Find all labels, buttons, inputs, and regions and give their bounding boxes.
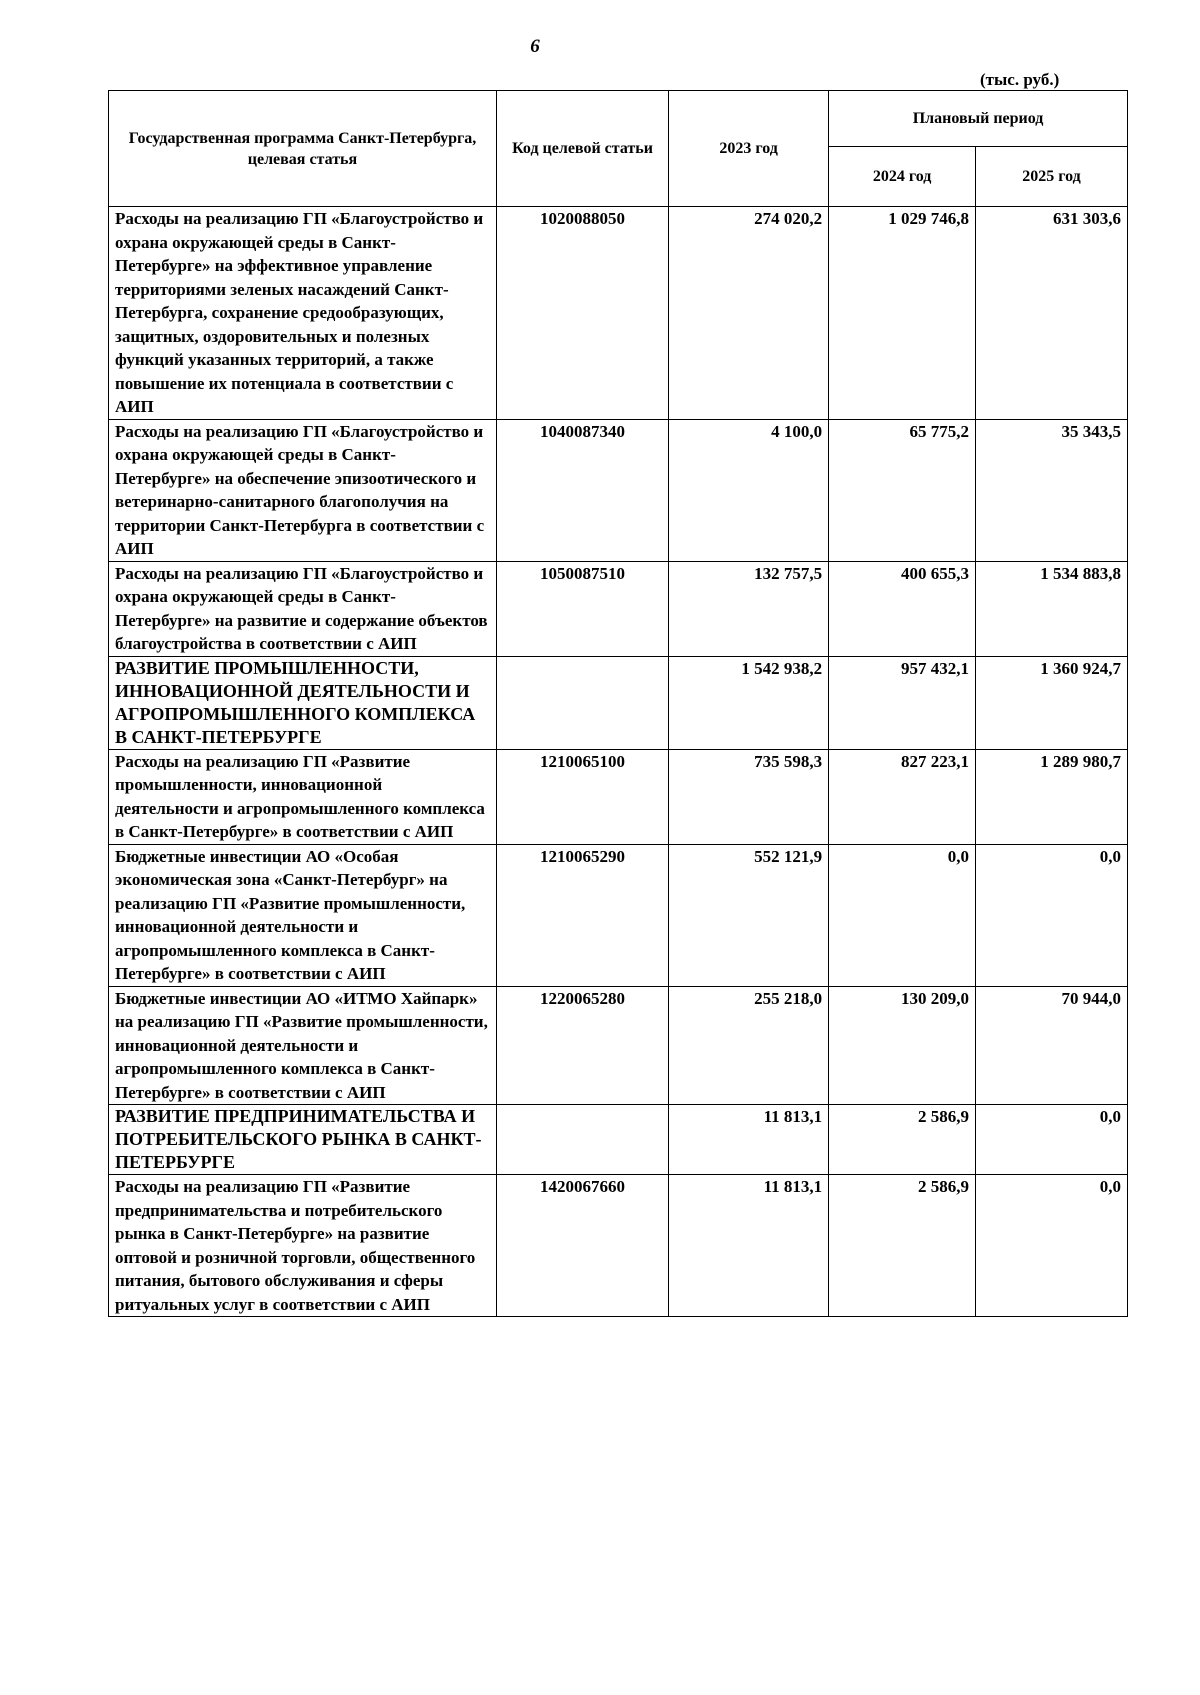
row-value-2023: 11 813,1 bbox=[669, 1175, 829, 1317]
table-row bbox=[109, 844, 1128, 986]
row-value-2025: 631 303,6 bbox=[976, 207, 1128, 420]
row-value-2023: 1 542 938,2 bbox=[669, 656, 829, 749]
row-value-2025: 1 289 980,7 bbox=[976, 749, 1128, 844]
units-label: (тыс. руб.) bbox=[980, 70, 1060, 89]
section-row bbox=[109, 1105, 1128, 1175]
row-name: Расходы на реализацию ГП «Благоустройство и охрана окружающей среды в Санкт-Петербурге» на обеспечение эпизоотического и ветеринарно-санитарного благополучия на территории Санкт-Петербурга в соответствии с АИП bbox=[109, 419, 497, 561]
table-row bbox=[109, 561, 1128, 656]
row-value-2024: 2 586,9 bbox=[829, 1105, 976, 1175]
header-year-2023: 2023 год bbox=[669, 91, 829, 207]
header-program: Государственная программа Санкт-Петербурга, целевая статья bbox=[109, 91, 497, 207]
section-row bbox=[109, 656, 1128, 749]
row-value-2023: 11 813,1 bbox=[669, 1105, 829, 1175]
section-name: РАЗВИТИЕ ПРОМЫШЛЕННОСТИ, ИННОВАЦИОННОЙ ДЕЯТЕЛЬНОСТИ И АГРОПРОМЫШЛЕННОГО КОМПЛЕКСА В САНКТ-ПЕТЕРБУРГЕ bbox=[109, 656, 497, 749]
row-code: 1210065290 bbox=[496, 844, 668, 986]
table-row bbox=[109, 749, 1128, 844]
row-value-2024: 2 586,9 bbox=[829, 1175, 976, 1317]
row-value-2024: 827 223,1 bbox=[829, 749, 976, 844]
row-value-2023: 552 121,9 bbox=[669, 844, 829, 986]
row-value-2023: 4 100,0 bbox=[669, 419, 829, 561]
row-value-2023: 132 757,5 bbox=[669, 561, 829, 656]
row-code: 1020088050 bbox=[496, 207, 668, 420]
row-code: 1210065100 bbox=[496, 749, 668, 844]
row-value-2025: 0,0 bbox=[976, 844, 1128, 986]
row-value-2025: 1 360 924,7 bbox=[976, 656, 1128, 749]
row-value-2025: 1 534 883,8 bbox=[976, 561, 1128, 656]
row-value-2025: 35 343,5 bbox=[976, 419, 1128, 561]
row-value-2024: 957 432,1 bbox=[829, 656, 976, 749]
row-code: 1050087510 bbox=[496, 561, 668, 656]
table-row bbox=[109, 986, 1128, 1105]
row-name: Бюджетные инвестиции АО «Особая экономическая зона «Санкт-Петербург» на реализацию ГП «Развитие промышленности, инновационной деятельности и агропромышленного комплекса в Санкт-Петербурге» в соответствии с АИП bbox=[109, 844, 497, 986]
header-planned-period: Плановый период bbox=[829, 91, 1128, 147]
row-value-2023: 735 598,3 bbox=[669, 749, 829, 844]
row-name: Бюджетные инвестиции АО «ИТМО Хайпарк» на реализацию ГП «Развитие промышленности, инновационной деятельности и агропромышленного комплекса в Санкт-Петербурге» в соответствии с АИП bbox=[109, 986, 497, 1105]
row-code: 1420067660 bbox=[496, 1175, 668, 1317]
row-name: Расходы на реализацию ГП «Развитие предпринимательства и потребительского рынка в Санкт-Петербурге» на развитие оптовой и розничной торговли, общественного питания, бытового обслуживания и сферы ритуальных услуг в соответствии с АИП bbox=[109, 1175, 497, 1317]
row-code: 1040087340 bbox=[496, 419, 668, 561]
table-row bbox=[109, 419, 1128, 561]
row-value-2024: 65 775,2 bbox=[829, 419, 976, 561]
row-code: 1220065280 bbox=[496, 986, 668, 1105]
row-code bbox=[496, 1105, 668, 1175]
table-row bbox=[109, 207, 1128, 420]
row-value-2024: 0,0 bbox=[829, 844, 976, 986]
header-year-2025: 2025 год bbox=[976, 147, 1128, 207]
row-name: Расходы на реализацию ГП «Благоустройство и охрана окружающей среды в Санкт-Петербурге» на эффективное управление территориями зеленых насаждений Санкт-Петербурга, сохранение средообразующих, защитных, оздоровительных и полезных функций указанных территорий, а также повышение их потенциала в соответствии с АИП bbox=[109, 207, 497, 420]
row-code bbox=[496, 656, 668, 749]
row-value-2025: 0,0 bbox=[976, 1105, 1128, 1175]
row-value-2023: 274 020,2 bbox=[669, 207, 829, 420]
header-code: Код целевой статьи bbox=[496, 91, 668, 207]
section-name: РАЗВИТИЕ ПРЕДПРИНИМАТЕЛЬСТВА И ПОТРЕБИТЕЛЬСКОГО РЫНКА В САНКТ-ПЕТЕРБУРГЕ bbox=[109, 1105, 497, 1175]
row-value-2025: 70 944,0 bbox=[976, 986, 1128, 1105]
row-name: Расходы на реализацию ГП «Развитие промышленности, инновационной деятельности и агропромышленного комплекса в Санкт-Петербурге» в соответствии с АИП bbox=[109, 749, 497, 844]
header-year-2024: 2024 год bbox=[829, 147, 976, 207]
row-value-2025: 0,0 bbox=[976, 1175, 1128, 1317]
row-value-2024: 130 209,0 bbox=[829, 986, 976, 1105]
row-value-2024: 1 029 746,8 bbox=[829, 207, 976, 420]
row-name: Расходы на реализацию ГП «Благоустройство и охрана окружающей среды в Санкт-Петербурге» на развитие и содержание объектов благоустройства в соответствии с АИП bbox=[109, 561, 497, 656]
page-number: 6 bbox=[530, 36, 540, 57]
budget-table bbox=[108, 90, 1128, 1317]
table-row bbox=[109, 1175, 1128, 1317]
row-value-2023: 255 218,0 bbox=[669, 986, 829, 1105]
row-value-2024: 400 655,3 bbox=[829, 561, 976, 656]
